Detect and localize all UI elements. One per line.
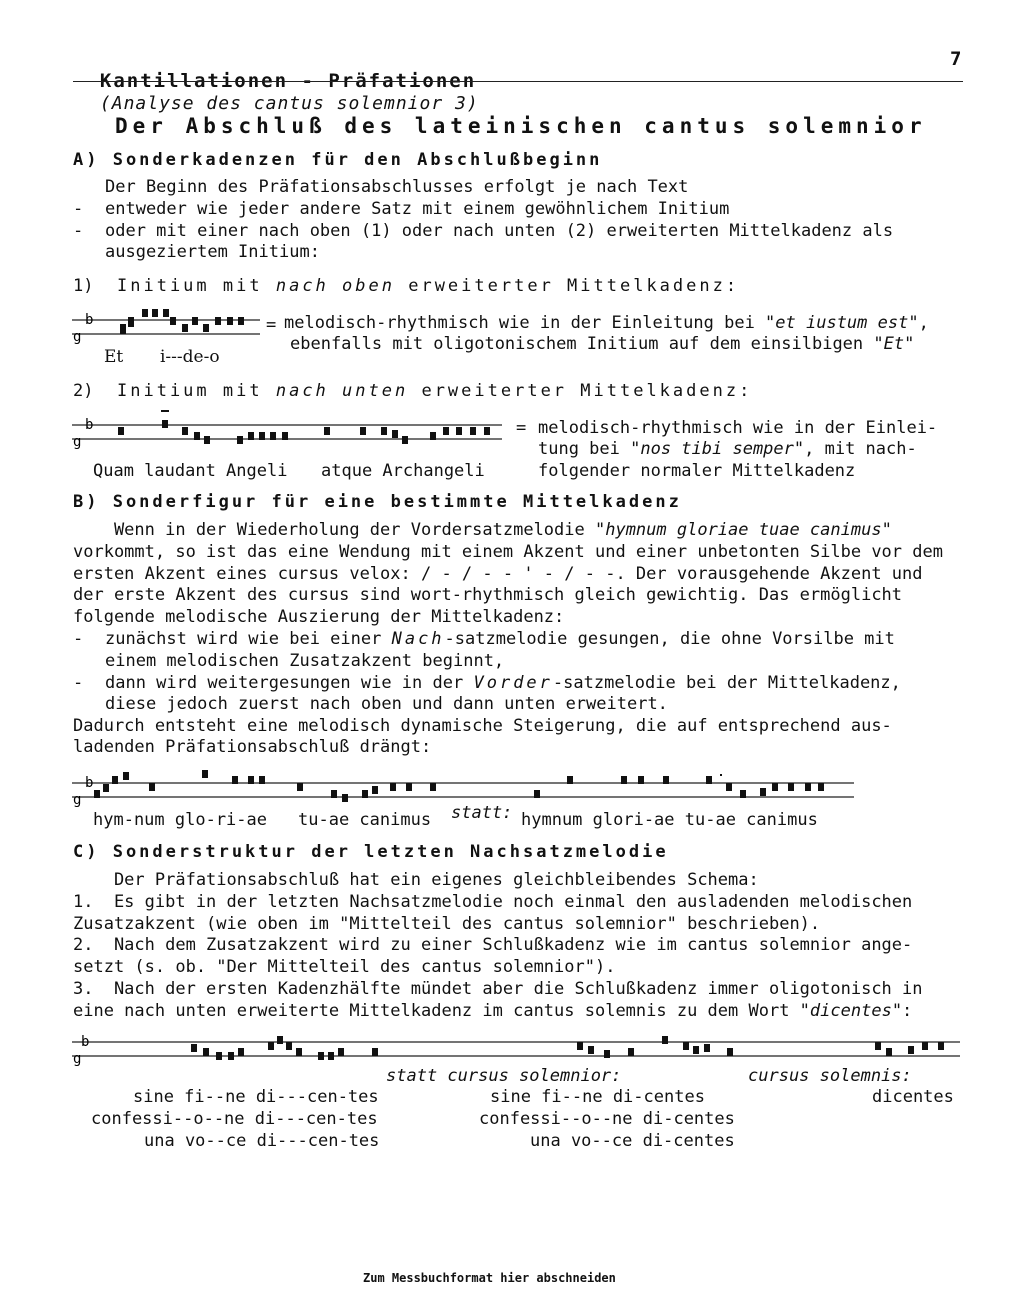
section-c-para: Der Präfationsabschluß hat ein eigenes gleichbleibendes Schema: <box>73 870 759 890</box>
section-a-intro: Der Beginn des Präfationsabschlusses erfolgt je nach Text <box>105 177 689 197</box>
section-a-bullet1: entweder wie jeder andere Satz mit einem gewöhnlichem Initium <box>105 199 730 219</box>
section-b-heading: B) Sonderfigur für eine bestimmte Mittelkadenz <box>73 492 682 512</box>
neume <box>282 432 288 440</box>
neume <box>324 427 330 435</box>
equals-sign: = <box>516 418 527 438</box>
ex2-text-line1: melodisch-rhythmisch wie in der Einlei- <box>538 418 938 438</box>
ex-b-lyric: hymnum glori-ae tu-ae canimus <box>521 810 818 830</box>
neume <box>456 427 462 435</box>
clef-g: g <box>73 792 82 808</box>
section-b-bullet1: zunächst wird wie bei einer Nach-satzmelodie gesungen, die ohne Vorsilbe mit <box>105 629 895 649</box>
music-staff-example-b <box>72 768 872 808</box>
section-a-bullet2-line2: ausgeziertem Initium: <box>105 242 320 262</box>
neume <box>182 427 188 435</box>
ex2-lyric: Quam laudant Angeli <box>93 461 288 481</box>
neume <box>162 420 168 428</box>
ex1-text-line1: melodisch-rhythmisch wie in der Einleitung bei "et iustum est", <box>284 313 929 333</box>
clef-b: b <box>85 312 94 328</box>
col3-lyric: dicentes <box>872 1087 954 1107</box>
col1-lyric: confessi--o--ne di---cen-tes <box>91 1109 378 1129</box>
section-b-bullet1-line2: einem melodischen Zusatzakzent beginnt, <box>105 651 505 671</box>
section-c-para: eine nach unten erweiterte Mittelkadenz im cantus solemnis zu dem Wort "dicentes": <box>73 1001 913 1021</box>
neume <box>360 427 366 435</box>
item1-heading: Initium mit nach oben erweiterter Mittelkadenz: <box>117 276 740 296</box>
neume <box>238 317 244 325</box>
neume <box>443 427 449 435</box>
neume <box>203 324 209 332</box>
item2-heading: Initium mit nach unten erweiterter Mittelkadenz: <box>117 381 753 401</box>
clef-b: b <box>85 417 94 433</box>
ex1-text-line2: ebenfalls mit oligotonischem Initium auf dem einsilbigen "Et" <box>290 334 915 354</box>
section-b-para: der erste Akzent des cursus sind wort-rhythmisch gleich gewichtig. Das ermöglicht <box>73 585 903 605</box>
neume <box>470 427 476 435</box>
section-b-para: folgende melodische Auszierung der Mittelkadenz: <box>73 607 565 627</box>
ex1-lyric: Et <box>104 347 124 367</box>
ex2-text-line2: tung bei "nos tibi semper", mit nach- <box>538 439 917 459</box>
section-c-para: 3. Nach der ersten Kadenzhälfte mündet aber die Schlußkadenz immer oligotonisch in <box>73 979 923 999</box>
neume-bar <box>161 410 169 412</box>
ex-b-lyric: hym-num glo-ri-ae <box>93 810 267 830</box>
clef-g: g <box>73 329 82 345</box>
neume <box>259 432 265 440</box>
neume <box>120 324 126 334</box>
neume <box>484 427 490 435</box>
col1-lyric: una vo--ce di---cen-tes <box>144 1131 380 1151</box>
clef-g: g <box>73 1051 82 1067</box>
music-staff-example-1 <box>72 305 272 345</box>
neume <box>227 317 233 325</box>
neume <box>152 309 158 317</box>
neume <box>402 436 408 444</box>
neume <box>142 309 148 317</box>
header-rule <box>73 81 963 82</box>
clef-g: g <box>73 434 82 450</box>
clef-b: b <box>81 1034 90 1050</box>
equals-sign: = <box>266 315 277 335</box>
neume <box>163 309 169 317</box>
ex-b-lyric: tu-ae canimus <box>298 810 432 830</box>
header-title-italic: (Analyse des cantus solemnior 3) <box>99 93 479 114</box>
section-b-para: ersten Akzent eines cursus velox: / - / - - ' - / - -. Der vorausgehende Akzent und <box>73 564 923 584</box>
neume <box>430 432 436 440</box>
neume <box>248 432 254 440</box>
neume <box>94 790 100 798</box>
section-b-para: ladenden Präfationsabschluß drängt: <box>73 737 432 757</box>
neume <box>215 317 221 325</box>
section-c-para: setzt (s. ob. "Der Mittelteil des cantus solemnior"). <box>73 957 616 977</box>
label-cursus-solemnis: cursus solemnis: <box>748 1066 912 1086</box>
page-title: Der Abschluß des lateinischen cantus solemnior <box>115 114 927 138</box>
music-staff-example-2 <box>72 410 512 450</box>
section-a-heading: A) Sonderkadenzen für den Abschlußbeginn <box>73 150 603 170</box>
section-b-para: Dadurch entsteht eine melodisch dynamische Steigerung, die auf entsprechend aus- <box>73 716 892 736</box>
bullet-dash: - <box>73 673 84 693</box>
bullet-dash: - <box>73 629 84 649</box>
neume <box>118 427 124 435</box>
neume <box>392 430 398 438</box>
ex2-lyric: atque Archangeli <box>321 461 485 481</box>
ex2-text-line3: folgender normaler Mittelkadenz <box>538 461 856 481</box>
neume <box>194 432 200 440</box>
neume <box>182 324 188 332</box>
header-title-main: Kantillationen - Präfationen <box>99 70 477 92</box>
ex-b-statt: statt: <box>451 803 513 823</box>
ex1-lyric: i---de-o <box>160 347 220 367</box>
neume <box>204 436 210 444</box>
section-c-para: Zusatzakzent (wie oben im "Mittelteil des cantus solemnior" beschrieben). <box>73 914 821 934</box>
neume <box>170 317 176 325</box>
col2-lyric: una vo--ce di-centes <box>530 1131 735 1151</box>
section-b-para: Wenn in der Wiederholung der Vordersatzmelodie "hymnum gloriae tuae canimus" <box>73 520 892 540</box>
item2-number: 2) <box>73 381 94 401</box>
section-b-bullet2: dann wird weitergesungen wie in der Vorder-satzmelodie bei der Mittelkadenz, <box>105 673 901 693</box>
neume <box>270 432 276 440</box>
section-b-para: vorkommt, so ist das eine Wendung mit einem Akzent und einer unbetonten Silbe vor dem <box>73 542 943 562</box>
footer-note: Zum Messbuchformat hier abschneiden <box>363 1271 616 1285</box>
bullet-dash: - <box>73 221 84 241</box>
page-number: 7 <box>950 48 964 70</box>
section-c-para: 1. Es gibt in der letzten Nachsatzmelodie noch einmal den ausladenden melodischen <box>73 892 913 912</box>
neume <box>381 427 387 435</box>
section-a-bullet2-line1: oder mit einer nach oben (1) oder nach unten (2) erweiterten Mittelkadenz als <box>105 221 894 241</box>
label-statt-cursus-solemnior: statt cursus solemnior: <box>386 1066 622 1086</box>
section-c-para: 2. Nach dem Zusatzakzent wird zu einer Schlußkadenz wie im cantus solemnior ange- <box>73 935 913 955</box>
neume <box>237 436 243 444</box>
bullet-dash: - <box>73 199 84 219</box>
col1-lyric: sine fi--ne di---cen-tes <box>133 1087 379 1107</box>
neume <box>128 317 134 327</box>
section-b-bullet2-line2: diese jedoch zuerst nach oben und dann unten erweitert. <box>105 694 668 714</box>
col2-lyric: confessi--o--ne di-centes <box>479 1109 735 1129</box>
section-c-heading: C) Sonderstruktur der letzten Nachsatzmelodie <box>73 842 669 862</box>
neume <box>192 317 198 325</box>
clef-b: b <box>85 775 94 791</box>
col2-lyric: sine fi--ne di-centes <box>490 1087 705 1107</box>
item1-number: 1) <box>73 276 94 296</box>
